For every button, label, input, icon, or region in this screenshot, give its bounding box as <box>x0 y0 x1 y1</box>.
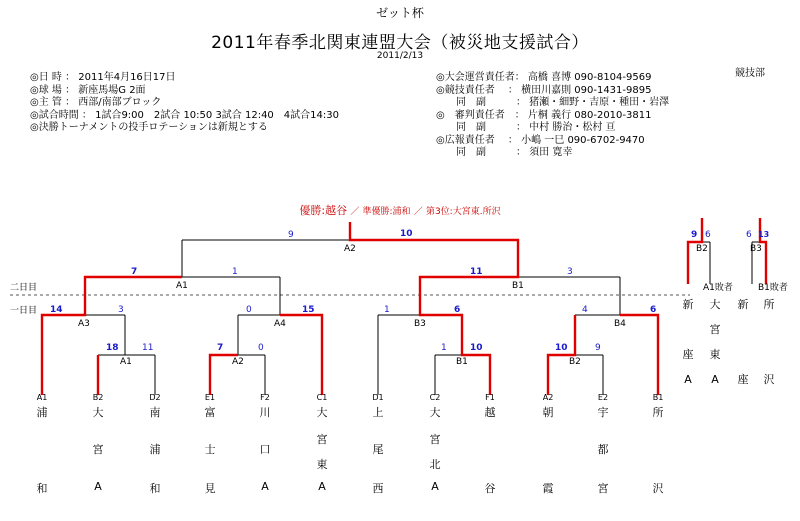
team-char: 宮 <box>316 433 328 446</box>
team-char: 新 <box>737 298 749 311</box>
team-seed: E1 <box>204 393 216 402</box>
team-seed: B1 <box>652 393 664 402</box>
info-times: ◎試合時間 ： 1試合9:00 2試合 10:50 3試合 12:40 4試合14:30 <box>30 109 339 121</box>
team-char: 川 <box>259 406 271 419</box>
team-char: 大 <box>316 406 328 419</box>
score-winner: 7 <box>131 267 138 277</box>
team-char: A <box>711 373 719 386</box>
staff-competition: ◎競技責任者 ： 横田川嘉則 090-1431-9895 <box>436 84 652 96</box>
team-char: 東 <box>709 348 721 361</box>
team-char: 和 <box>149 482 161 495</box>
team-char: 宇 <box>597 406 609 419</box>
day2-label: 二日目 <box>10 283 38 293</box>
winning-path-koshigaya <box>350 222 518 395</box>
score: 3 <box>118 305 124 315</box>
info-date: ◎日 時 ： 2011年4月16日17日 <box>30 72 176 83</box>
game-label-a1: A1 <box>176 281 188 291</box>
info-rotation: ◎決勝トーナメントの投手ロテーションは新規とする <box>30 122 268 133</box>
team-seed: F2 <box>260 393 270 402</box>
team-char: 宮 <box>92 443 104 456</box>
team-char: 北 <box>429 458 441 471</box>
score-winner: 10 <box>400 229 413 239</box>
side-team-1 <box>682 292 694 392</box>
team-column <box>312 393 332 493</box>
result-separator-1: ／ <box>350 207 360 217</box>
score: 0 <box>246 305 252 315</box>
team-char: 谷 <box>484 482 496 495</box>
team-char: 大 <box>92 406 104 419</box>
score: 11 <box>142 343 154 353</box>
team-char: 霞 <box>542 482 554 495</box>
team-column <box>88 393 108 493</box>
team-char: 宮 <box>709 323 721 336</box>
organization-label: 競技部 <box>735 68 765 79</box>
score-winner: 11 <box>470 267 483 277</box>
team-seed: A2 <box>542 393 554 402</box>
team-char: 沢 <box>763 373 775 386</box>
team-column <box>593 393 613 495</box>
team-seed: E2 <box>597 393 609 402</box>
team-char: A <box>684 373 692 386</box>
info-venue: ◎球 場 ： 新座馬場G 2面 <box>30 84 146 96</box>
winning-path <box>280 315 322 395</box>
team-char: 南 <box>149 406 161 419</box>
document-date: 2011/2/13 <box>376 51 424 61</box>
team-seed: C1 <box>316 393 328 402</box>
team-char: 宮 <box>597 482 609 495</box>
team-char: 大 <box>709 298 721 311</box>
team-seed: D2 <box>149 393 161 402</box>
team-char: 所 <box>763 298 775 311</box>
day1-label: 一日目 <box>10 306 38 316</box>
staff-manager: ◎大会運営責任者： 高橋 喜博 090-8104-9569 <box>436 72 652 83</box>
team-char: 越 <box>484 406 496 419</box>
team-column <box>480 393 500 495</box>
team-char: 浦 <box>36 406 48 419</box>
team-seed: A1 <box>36 393 48 402</box>
page-title: 2011年春季北関東連盟大会（被災地支援試合） <box>211 33 589 53</box>
score: 6 <box>705 230 711 240</box>
runner-up-label: 準優勝:浦和 <box>362 207 411 217</box>
team-column <box>425 393 445 493</box>
team-char: 朝 <box>542 406 554 419</box>
team-seed: F1 <box>485 393 495 402</box>
team-char: 新 <box>682 298 694 311</box>
score: 0 <box>258 343 264 353</box>
team-seed: C2 <box>429 393 441 402</box>
team-char: 口 <box>259 443 271 456</box>
score: 6 <box>746 230 752 240</box>
game-label-r1: A1 <box>120 357 132 367</box>
score: 1 <box>232 267 238 277</box>
team-char: 浦 <box>149 443 161 456</box>
team-column <box>255 393 275 493</box>
score-winner: 10 <box>470 343 483 353</box>
staff-umpire: ◎ 審判責任者 ： 片桐 義行 080-2010-3811 <box>436 109 652 121</box>
third-place-label: 第3位:大宮東.所沢 <box>425 207 501 217</box>
subtitle: ゼット杯 <box>376 6 424 20</box>
side-team-2 <box>709 292 721 392</box>
team-char: 都 <box>597 443 609 456</box>
game-label-a4: A4 <box>274 319 286 329</box>
team-char: A <box>318 480 326 493</box>
score: 4 <box>582 305 588 315</box>
score-winner: 10 <box>555 343 568 353</box>
staff-competition-deputy: 同 副 ： 猪瀬・細野・吉原・種田・岩澤 <box>436 97 670 108</box>
team-column <box>32 393 52 495</box>
team-char: A <box>431 480 439 493</box>
game-label-r3: B1 <box>456 357 468 367</box>
score-winner: 14 <box>50 305 63 315</box>
score-winner: 9 <box>691 230 698 240</box>
game-label-a3: A3 <box>78 319 90 329</box>
game-label-b4: B4 <box>614 319 626 329</box>
team-char: 尾 <box>372 443 384 456</box>
team-column <box>368 393 388 495</box>
team-seed: D1 <box>372 393 384 402</box>
score-winner: 6 <box>650 305 657 315</box>
info-host: ◎主 管 ： 西部/南部ブロック <box>30 97 162 108</box>
result-separator-2: ／ <box>413 207 423 217</box>
team-column <box>538 393 558 495</box>
game-label-r4: B2 <box>569 357 581 367</box>
team-char: 士 <box>204 443 216 456</box>
champion-label: 優勝:越谷 <box>299 204 348 217</box>
score: 9 <box>288 230 294 240</box>
score-winner: 6 <box>454 305 461 315</box>
team-char: 和 <box>36 482 48 495</box>
game-label-final: A2 <box>344 244 356 254</box>
team-char: 座 <box>737 373 749 386</box>
team-char: 大 <box>429 406 441 419</box>
game-label-side2: B3 <box>750 244 762 254</box>
staff-umpire-deputy: 同 副 ： 中村 勝治・松村 亘 <box>436 122 616 133</box>
side-loser-label-2: B1敗者 <box>758 283 788 293</box>
side-loser-label-1: A1敗者 <box>703 283 733 293</box>
game-label-b3: B3 <box>414 319 426 329</box>
team-column <box>648 393 668 495</box>
score-winner: 15 <box>302 305 315 315</box>
team-char: 見 <box>204 482 216 495</box>
team-char: 宮 <box>429 433 441 446</box>
team-column <box>145 393 165 495</box>
side-team-3 <box>737 292 749 392</box>
side-team-4 <box>763 292 775 392</box>
team-char: 座 <box>682 348 694 361</box>
score: 1 <box>441 343 447 353</box>
game-label-side1: B2 <box>696 244 708 254</box>
staff-pr-deputy: 同 副 ： 須田 寛幸 <box>436 147 573 158</box>
team-char: 富 <box>204 406 216 419</box>
team-char: 所 <box>652 406 664 419</box>
staff-pr: ◎広報責任者 ： 小嶋 一巳 090-6702-9470 <box>436 134 645 146</box>
team-column <box>200 393 220 495</box>
score: 9 <box>595 343 601 353</box>
team-char: A <box>94 480 102 493</box>
team-char: A <box>261 480 269 493</box>
team-char: 東 <box>316 458 328 471</box>
team-char: 上 <box>372 406 384 419</box>
score-winner: 7 <box>217 343 224 353</box>
score: 3 <box>567 267 573 277</box>
team-char: 西 <box>372 482 384 495</box>
team-char: 沢 <box>652 482 664 495</box>
game-label-r2: A2 <box>232 357 244 367</box>
team-seed: B2 <box>92 393 104 402</box>
winning-path <box>548 315 575 395</box>
score-winner: 18 <box>106 343 119 353</box>
score: 1 <box>384 305 390 315</box>
game-label-b1: B1 <box>512 281 524 291</box>
score-winner: 13 <box>758 230 770 239</box>
